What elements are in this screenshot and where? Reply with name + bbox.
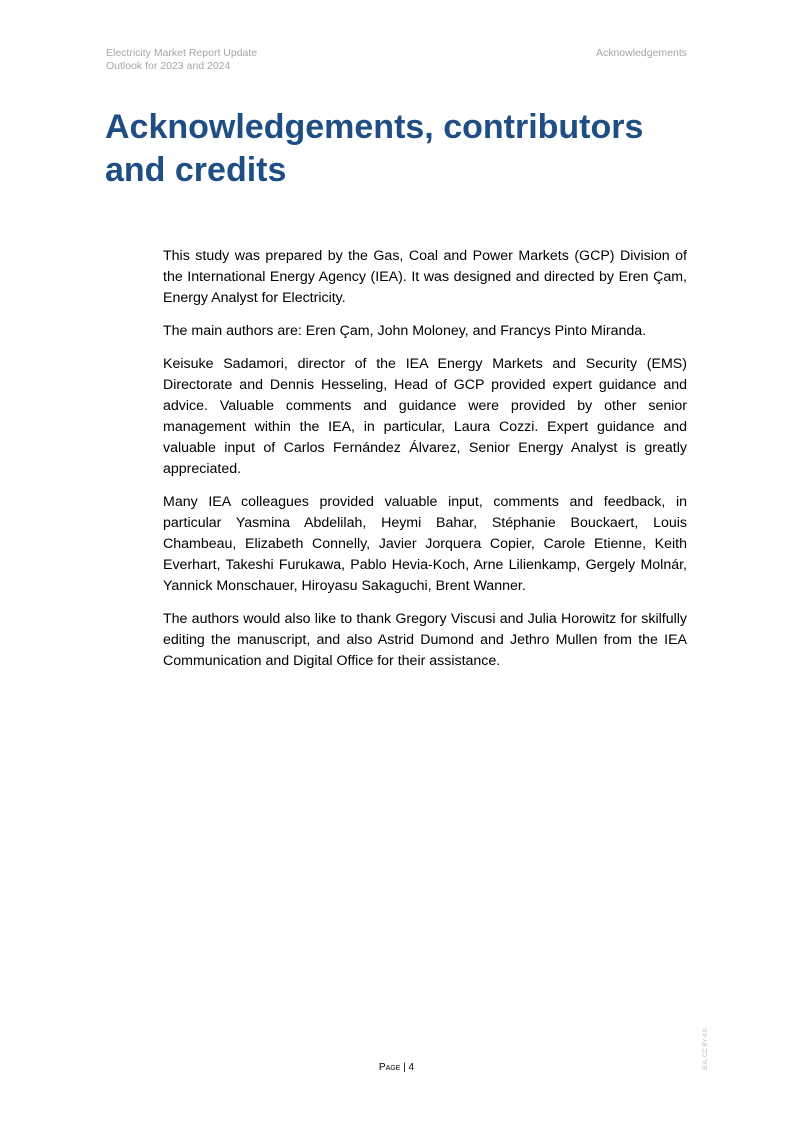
- page-title-line-1: Acknowledgements, contributors: [105, 108, 644, 146]
- acknowledgements-body: [163, 246, 687, 684]
- paragraph-main-authors: The main authors are: Eren Çam, John Moloney, and Francys Pinto Miranda.: [163, 323, 647, 339]
- page-number: 4: [408, 1062, 415, 1073]
- license-notice: IEA. CC BY 4.0.: [703, 1027, 709, 1070]
- paragraph-guidance: Keisuke Sadamori, director of the IEA Energy Markets and Security (EMS) Directorate and Dennis Hesseling, Head of GCP provided expert guidance and advice. Valuable comments and guidance were provided by other senior management within the IEA, in particular, Laura Cozzi. Expert guidance and valuable input of Carlos Fernández Álvarez, Senior Energy Analyst is greatly appreciated.: [163, 356, 687, 477]
- report-title: Electricity Market Report Update: [106, 47, 258, 59]
- running-header-section: Acknowledgements: [595, 47, 687, 59]
- page-footer: [0, 1062, 793, 1073]
- paragraph-colleagues: Many IEA colleagues provided valuable input, comments and feedback, in particular Yasmina Abdelilah, Heymi Bahar, Stéphanie Bouckaert, Louis Chambeau, Elizabeth Connelly, Javier Jorquera Copier, Carole Etienne, Keith Everhart, Takeshi Furukawa, Pablo Hevia-Koch, Arne Lilienkamp, Gergely Molnár, Yannick Monschauer, Hiroyasu Sakaguchi, Brent Wanner.: [163, 494, 687, 594]
- page-label: Page: [378, 1062, 401, 1073]
- paragraph-editing-thanks: The authors would also like to thank Gregory Viscusi and Julia Horowitz for skilfully editing the manuscript, and also Astrid Dumond and Jethro Mullen from the IEA Communication and Digital Office for their assistance.: [163, 611, 687, 669]
- page-separator: |: [400, 1062, 409, 1073]
- page-title: [105, 106, 705, 192]
- paragraph-study-preparation: This study was prepared by the Gas, Coal and Power Markets (GCP) Division of the International Energy Agency (IEA). It was designed and directed by Eren Çam, Energy Analyst for Electricity.: [163, 248, 687, 306]
- running-header-left: [106, 47, 257, 73]
- page-title-line-2: and credits: [105, 151, 287, 189]
- report-subtitle: Outlook for 2023 and 2024: [106, 60, 231, 72]
